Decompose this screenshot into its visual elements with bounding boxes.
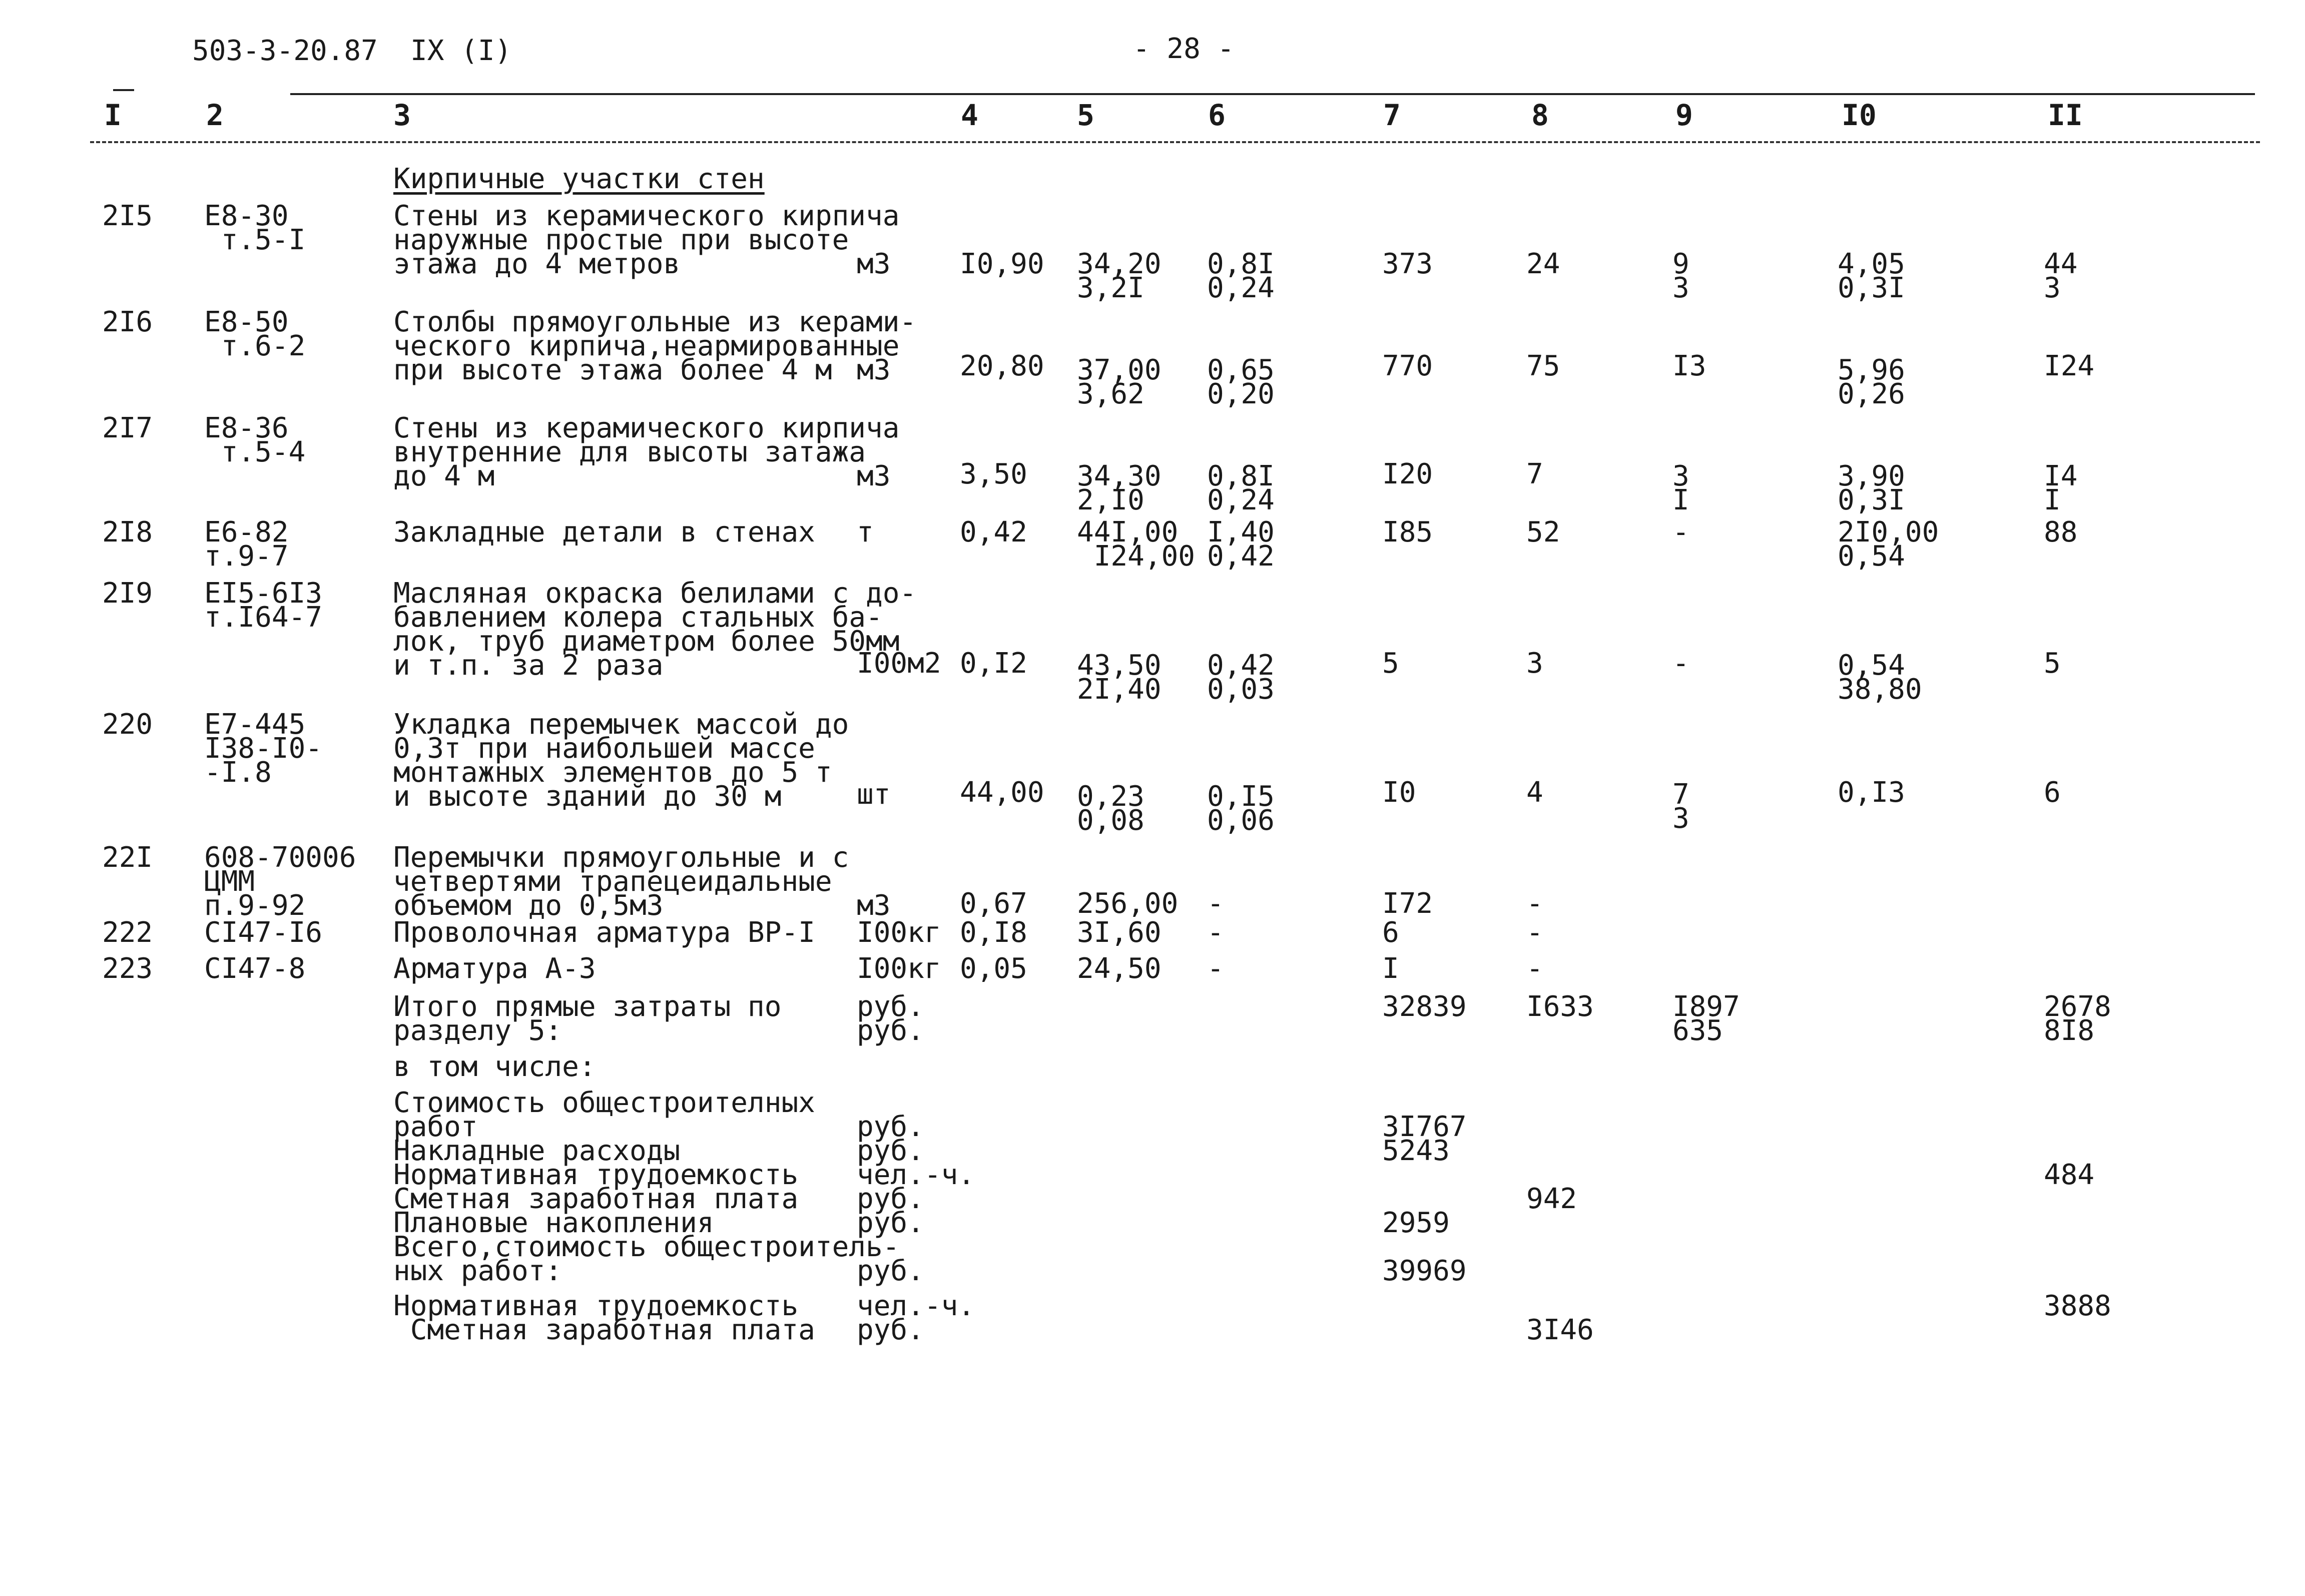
col9-value: -: [1672, 516, 1689, 549]
col9-value: 7 3: [1672, 778, 1689, 835]
summary-label: в том числе:: [393, 1050, 596, 1083]
summary-label: Сметная заработная плата: [393, 1183, 799, 1215]
norm-code: CI47-I6: [204, 916, 323, 949]
column-header-3: 3: [393, 98, 411, 132]
summary-col7: 39969: [1382, 1255, 1467, 1287]
col6-value: I,40 0,42: [1207, 516, 1275, 573]
work-description: Укладка перемычек массой до 0,3т при наибольшей массе монтажных элементов до 5 т и высоте зданий до 30 м: [393, 708, 849, 813]
col7-value: 770: [1382, 350, 1433, 382]
col11-value: 5: [2044, 647, 2061, 680]
unit: I00м2: [857, 647, 941, 680]
col11-value: 44 3: [2044, 248, 2078, 304]
summary-unit: чел.-ч.: [857, 1159, 975, 1191]
summary-col8: 3I46: [1526, 1314, 1594, 1346]
row-number: 2I5: [102, 200, 153, 232]
summary-label: Нормативная трудоемкость: [393, 1159, 799, 1191]
summary-unit: руб.: [857, 1207, 924, 1239]
col7-value: I: [1382, 952, 1399, 985]
work-description: Проволочная арматура ВР-I: [393, 916, 815, 949]
norm-code: E7-445 I38-I0- -I.8: [204, 708, 323, 789]
col7-value: 6: [1382, 916, 1399, 949]
summary-col8: 942: [1526, 1183, 1577, 1215]
summary-unit: чел.-ч.: [857, 1290, 975, 1322]
col6-value: 0,65 0,20: [1207, 354, 1275, 410]
col6-value: -: [1207, 952, 1224, 985]
summary-label: Плановые накопления: [393, 1207, 714, 1239]
summary-unit: руб. руб.: [857, 990, 924, 1047]
work-description: Перемычки прямоугольные и с четвертями трапецеидальные объемом до 0,5м3: [393, 841, 849, 922]
summary-label: Сметная заработная плата: [393, 1314, 815, 1346]
row-number: 2I6: [102, 306, 153, 338]
row-number: 22I: [102, 841, 153, 874]
column-header-4: 4: [961, 98, 978, 132]
column-header-2: 2: [206, 98, 224, 132]
column-header-9: 9: [1675, 98, 1693, 132]
col10-value: 3,90 0,3I: [1838, 460, 1905, 516]
norm-code: E8-36 т.5-4: [204, 412, 306, 468]
summary-col11: 484: [2044, 1159, 2095, 1191]
col5-value: 37,00 3,62: [1077, 354, 1162, 410]
col9-value: I3: [1672, 350, 1706, 382]
quantity: 0,42: [960, 516, 1027, 549]
col6-value: 0,42 0,03: [1207, 649, 1275, 706]
work-description: Закладные детали в стенах: [393, 516, 815, 549]
col7-value: 5: [1382, 647, 1399, 680]
col10-value: 0,54 38,80: [1838, 649, 1922, 706]
summary-unit: руб.: [857, 1111, 924, 1143]
work-description: Арматура А-3: [393, 952, 596, 985]
col8-value: -: [1526, 952, 1543, 985]
summary-unit: руб.: [857, 1255, 924, 1287]
unit: м3: [857, 248, 891, 280]
summary-col11: 3888: [2044, 1290, 2111, 1322]
document-code: 503-3-20.87: [192, 35, 378, 67]
col7-value: 373: [1382, 248, 1433, 280]
row-number: 222: [102, 916, 153, 949]
col9-value: -: [1672, 647, 1689, 680]
summary-label: Всего,стоимость общестроитель- ных работ:: [393, 1231, 900, 1287]
norm-code: E6-82 т.9-7: [204, 516, 289, 573]
col11-value: I24: [2044, 350, 2095, 382]
col8-value: 24: [1526, 248, 1560, 280]
col6-value: -: [1207, 887, 1224, 920]
top-rule: [290, 93, 2255, 95]
unit: I00кг: [857, 916, 941, 949]
quantity: 0,I2: [960, 647, 1027, 680]
norm-code: E8-50 т.6-2: [204, 306, 306, 362]
quantity: 3,50: [960, 458, 1027, 490]
quantity: 44,00: [960, 776, 1044, 809]
quantity: 20,80: [960, 350, 1044, 382]
column-header-7: 7: [1383, 98, 1401, 132]
quantity: 0,05: [960, 952, 1027, 985]
section-title: Кирпичные участки стен: [393, 163, 765, 195]
col11-value: 6: [2044, 776, 2061, 809]
col9-value: 9 3: [1672, 248, 1689, 304]
work-description: Столбы прямоугольные из керами- ческого кирпича,неармированные при высоте этажа более 4 м: [393, 306, 917, 386]
col5-value: 34,30 2,I0: [1077, 460, 1162, 516]
summary-col7: 2959: [1382, 1207, 1450, 1239]
quantity: 0,67: [960, 887, 1027, 920]
col8-value: -: [1526, 916, 1543, 949]
work-description: Стены из керамического кирпича наружные простые при высоте этажа до 4 метров: [393, 200, 900, 280]
norm-code: CI47-8: [204, 952, 306, 985]
col10-value: 4,05 0,3I: [1838, 248, 1905, 304]
document-part: IX (I): [410, 35, 512, 67]
summary-label: Стоимость общестроителных работ: [393, 1087, 815, 1143]
summary-col8: I633: [1526, 990, 1594, 1023]
col6-value: 0,8I 0,24: [1207, 460, 1275, 516]
norm-code: E8-30 т.5-I: [204, 200, 306, 256]
col5-value: 24,50: [1077, 952, 1162, 985]
row-number: 220: [102, 708, 153, 741]
col7-value: I0: [1382, 776, 1416, 809]
column-header-5: 5: [1077, 98, 1094, 132]
col9-value: 3 I: [1672, 460, 1689, 516]
unit: т: [857, 516, 874, 549]
col5-value: 43,50 2I,40: [1077, 649, 1162, 706]
col8-value: -: [1526, 887, 1543, 920]
col6-value: 0,I5 0,06: [1207, 780, 1275, 837]
col8-value: 4: [1526, 776, 1543, 809]
column-header-10: I0: [1842, 98, 1877, 132]
col5-value: 44I,00 I24,00: [1077, 516, 1196, 573]
summary-col11: 2678 8I8: [2044, 990, 2111, 1047]
norm-code: EI5-6I3 т.I64-7: [204, 577, 323, 634]
col5-value: 0,23 0,08: [1077, 780, 1144, 837]
top-rule-short: [113, 89, 134, 91]
col11-value: 88: [2044, 516, 2078, 549]
summary-col7: 3I767: [1382, 1111, 1467, 1143]
col6-value: -: [1207, 916, 1224, 949]
column-header-8: 8: [1531, 98, 1549, 132]
col8-value: 52: [1526, 516, 1560, 549]
unit: м3: [857, 889, 891, 922]
summary-col7: 5243: [1382, 1135, 1450, 1167]
summary-col7: 32839: [1382, 990, 1467, 1023]
unit: шт: [857, 778, 891, 811]
work-description: Масляная окраска белилами с до- бавлением колера стальных ба- лок, труб диаметром более 50мм и т.п. за 2 раза: [393, 577, 917, 682]
summary-unit: руб.: [857, 1183, 924, 1215]
unit: м3: [857, 354, 891, 386]
col6-value: 0,8I 0,24: [1207, 248, 1275, 304]
col8-value: 7: [1526, 458, 1543, 490]
col10-value: 2I0,00 0,54: [1838, 516, 1939, 573]
summary-col9: I897 635: [1672, 990, 1740, 1047]
col5-value: 3I,60: [1077, 916, 1162, 949]
column-header-1: I: [104, 98, 122, 132]
column-header-11: II: [2048, 98, 2083, 132]
summary-label: Накладные расходы: [393, 1135, 681, 1167]
summary-label: Нормативная трудоемкость: [393, 1290, 799, 1322]
unit: I00кг: [857, 952, 941, 985]
col10-value: 0,I3: [1838, 776, 1905, 809]
col11-value: I4 I: [2044, 460, 2078, 516]
summary-unit: руб.: [857, 1135, 924, 1167]
col5-value: 256,00: [1077, 887, 1179, 920]
col7-value: I72: [1382, 887, 1433, 920]
col10-value: 5,96 0,26: [1838, 354, 1905, 410]
unit: м3: [857, 460, 891, 492]
work-description: Стены из керамического кирпича внутренние для высоты затажа до 4 м: [393, 412, 900, 492]
page-number: - 28 -: [1133, 33, 1235, 65]
norm-code: 608-70006 ЦММ п.9-92: [204, 841, 356, 922]
col7-value: I85: [1382, 516, 1433, 549]
col5-value: 34,20 3,2I: [1077, 248, 1162, 304]
row-number: 223: [102, 952, 153, 985]
summary-label: Итого прямые затраты по разделу 5:: [393, 990, 782, 1047]
col8-value: 75: [1526, 350, 1560, 382]
row-number: 2I8: [102, 516, 153, 549]
quantity: I0,90: [960, 248, 1044, 280]
summary-unit: руб.: [857, 1314, 924, 1346]
header-rule: [90, 141, 2260, 143]
col7-value: I20: [1382, 458, 1433, 490]
col8-value: 3: [1526, 647, 1543, 680]
row-number: 2I7: [102, 412, 153, 444]
row-number: 2I9: [102, 577, 153, 610]
quantity: 0,I8: [960, 916, 1027, 949]
column-header-6: 6: [1208, 98, 1226, 132]
